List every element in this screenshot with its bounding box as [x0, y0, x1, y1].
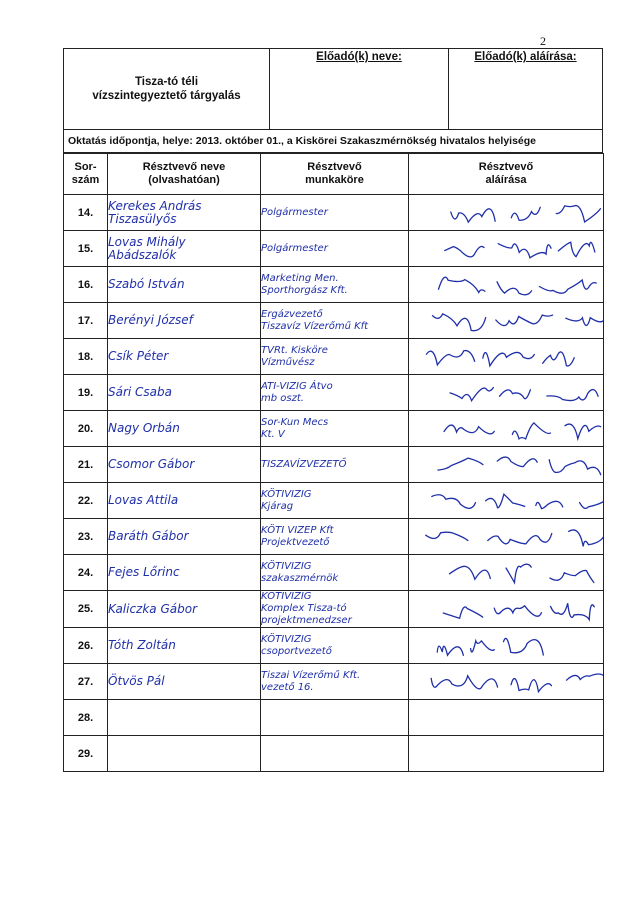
participant-role-line: KÖTI VIZEP Kft [261, 524, 334, 536]
participant-signature [409, 339, 604, 375]
participant-role-line: Kjárag [261, 500, 294, 512]
participant-role [261, 591, 409, 628]
participant-name [108, 483, 261, 519]
participant-signature [409, 664, 604, 700]
participant-name-line: Tóth Zoltán [108, 638, 176, 652]
signature-stroke [438, 457, 601, 475]
signature-scribble [409, 483, 603, 518]
participant-name-line: Berényi József [108, 313, 193, 327]
participant-role [261, 231, 409, 267]
participant-role-line: KÖTIVIZIG [261, 560, 312, 572]
participant-role [261, 519, 409, 555]
row-number: 29. [64, 736, 108, 772]
participant-signature [409, 303, 604, 339]
signature-scribble [409, 375, 603, 410]
table-row [64, 339, 604, 375]
participant-role-line: Vízművész [261, 356, 315, 368]
participant-signature [409, 628, 604, 664]
signature-stroke [450, 388, 598, 401]
table-row [64, 267, 604, 303]
participant-role-line: KÖTIVIZIG [261, 488, 312, 500]
signature-scribble [409, 411, 603, 446]
row-number: 17. [64, 303, 108, 339]
header-line: Sor- [74, 161, 97, 173]
participant-signature [409, 447, 604, 483]
table-row [64, 519, 604, 555]
presenter-signature-cell [448, 48, 603, 130]
participant-name-line: Nagy Orbán [108, 421, 180, 435]
signature-scribble [409, 664, 603, 699]
signature-stroke [426, 351, 574, 366]
row-number: 26. [64, 628, 108, 664]
signature-stroke [432, 494, 603, 509]
signature-scribble [409, 447, 603, 482]
header-line: munkaköre [305, 174, 364, 186]
header-line: Résztvevő [307, 161, 362, 173]
row-number: 27. [64, 664, 108, 700]
participant-name [108, 591, 261, 628]
participant-signature [409, 483, 604, 519]
participant-signature [409, 375, 604, 411]
row-number: 15. [64, 231, 108, 267]
participant-name [108, 736, 261, 772]
participant-signature [409, 267, 604, 303]
participant-role [261, 375, 409, 411]
signature-scribble [409, 555, 603, 590]
table-row [64, 231, 604, 267]
row-number: 24. [64, 555, 108, 591]
signature-stroke [437, 638, 543, 655]
row-number: 16. [64, 267, 108, 303]
header-line: aláírása [485, 174, 527, 186]
participant-name [108, 664, 261, 700]
participant-signature [409, 411, 604, 447]
signature-stroke [426, 530, 603, 546]
table-row [64, 555, 604, 591]
header-line: Résztvevő neve [142, 161, 226, 173]
table-header-row [64, 154, 604, 195]
row-number: 19. [64, 375, 108, 411]
meeting-title: Tisza-tó téli vízszintegyeztető tárgyalás [92, 76, 241, 102]
presenter-name-cell [269, 48, 449, 130]
signature-scribble [409, 591, 603, 627]
row-number: 25. [64, 591, 108, 628]
participant-signature [409, 700, 604, 736]
participant-name-line: Kaliczka Gábor [108, 601, 198, 616]
participant-role-line: Ergázvezető [261, 308, 323, 320]
table-row [64, 483, 604, 519]
signature-stroke [439, 277, 597, 295]
participant-role-line: TVRt. Kisköre [261, 344, 328, 356]
signature-scribble [409, 628, 603, 663]
participant-role [261, 664, 409, 700]
participant-signature [409, 555, 604, 591]
signature-stroke [449, 564, 593, 582]
participant-name-line: Sári Csaba [108, 385, 173, 399]
participant-name-line: Kerekes András [108, 198, 202, 213]
participant-role-line: Sor-Kun Mecs [261, 416, 329, 428]
participant-name-line: Ötvös Pál [108, 674, 165, 688]
participant-name-line: Tiszasülyős [108, 211, 177, 226]
participant-signature [409, 231, 604, 267]
participant-role [261, 555, 409, 591]
participant-role-line: Projektvezető [261, 536, 330, 548]
participant-role-line: Sporthorgász Kft. [261, 284, 348, 296]
signature-stroke [431, 674, 603, 692]
participant-role [261, 195, 409, 231]
participant-name-line: Lovas Attila [108, 493, 179, 507]
participant-signature [409, 736, 604, 772]
signature-scribble [409, 303, 603, 338]
row-number: 22. [64, 483, 108, 519]
participant-name-line: Szabó István [108, 277, 185, 291]
participant-role [261, 447, 409, 483]
participant-role [261, 483, 409, 519]
participant-name [108, 555, 261, 591]
table-row [64, 375, 604, 411]
participant-role-line: Tiszai Vízerőmű Kft. [261, 669, 361, 681]
participant-name [108, 628, 261, 664]
signature-scribble [409, 519, 603, 554]
col-header-signature [409, 154, 604, 195]
col-header-role [261, 154, 409, 195]
participant-name [108, 411, 261, 447]
table-row [64, 411, 604, 447]
participant-role-line: Marketing Men. [261, 272, 339, 284]
participant-role-line: TISZAVÍZVEZETŐ [261, 458, 347, 470]
participant-role-line: mb oszt. [261, 392, 304, 404]
participant-role-line: KÖTIVIZIG [261, 633, 312, 645]
participant-name [108, 339, 261, 375]
participant-role [261, 628, 409, 664]
page-number: 2 [540, 34, 546, 48]
participant-signature [409, 195, 604, 231]
participant-role [261, 736, 409, 772]
row-number: 23. [64, 519, 108, 555]
col-header-number [64, 154, 108, 195]
participant-name [108, 195, 261, 231]
participant-name-line: Csomor Gábor [108, 457, 195, 471]
participant-name-line: Abádszalók [108, 247, 177, 262]
col-header-name [108, 154, 261, 195]
row-number: 21. [64, 447, 108, 483]
signature-scribble [409, 195, 603, 230]
row-number: 20. [64, 411, 108, 447]
signature-stroke [444, 423, 601, 439]
signature-stroke [432, 314, 603, 331]
participant-role-line: Komplex Tisza-tó [261, 603, 347, 614]
signature-scribble [409, 267, 603, 302]
participant-role-line: projektmenedzser [261, 615, 352, 626]
participant-name [108, 700, 261, 736]
row-number: 14. [64, 195, 108, 231]
table-row [64, 591, 604, 628]
table-row [64, 700, 604, 736]
participant-role-line: KÖTIVIZIG [261, 591, 312, 602]
participant-role-line: Polgármester [261, 242, 328, 254]
participant-role [261, 303, 409, 339]
header-line: szám [71, 174, 100, 186]
participant-role-line: Kt. V [261, 428, 285, 440]
presenter-signature-label: Előadó(k) aláírása: [474, 51, 577, 63]
participant-role-line: Tiszavíz Vízerőmű Kft [261, 320, 369, 332]
attendance-table [63, 153, 604, 772]
row-number: 18. [64, 339, 108, 375]
participant-name [108, 267, 261, 303]
participant-name [108, 375, 261, 411]
participant-role-line: szakaszmérnök [261, 572, 339, 584]
table-row [64, 447, 604, 483]
participant-name-line: Baráth Gábor [108, 529, 189, 543]
signature-scribble [409, 231, 603, 266]
participant-role-line: Polgármester [261, 206, 328, 218]
table-row [64, 736, 604, 772]
participant-name-line: Lovas Mihály [108, 234, 186, 249]
participant-name-line: Fejes Lőrinc [108, 565, 180, 579]
meeting-title-cell [63, 48, 270, 130]
signature-stroke [443, 603, 594, 619]
participant-role [261, 411, 409, 447]
participant-role-line: csoportvezető [261, 645, 332, 657]
table-row [64, 195, 604, 231]
participant-role-line: vezető 16. [261, 681, 314, 693]
header-line: Résztvevő [478, 161, 534, 173]
session-info: Oktatás időpontja, helye: 2013. október 01., a Kiskörei Szakaszmérnökség hivatalos helyisége [63, 129, 603, 153]
participant-role-line: ATI-VIZIG Átvo [261, 380, 333, 392]
table-row [64, 303, 604, 339]
header-line: (olvashatóan) [148, 174, 220, 186]
participant-signature [409, 519, 604, 555]
participant-name-line: Csík Péter [108, 349, 169, 363]
table-row [64, 628, 604, 664]
participant-name [108, 447, 261, 483]
participant-name [108, 519, 261, 555]
participant-role [261, 267, 409, 303]
signature-stroke [451, 206, 601, 223]
signature-stroke [445, 242, 595, 258]
row-number: 28. [64, 700, 108, 736]
participant-role [261, 700, 409, 736]
presenter-name-label: Előadó(k) neve: [316, 51, 402, 63]
table-row [64, 664, 604, 700]
participant-role [261, 339, 409, 375]
participant-name [108, 231, 261, 267]
participant-name [108, 303, 261, 339]
signature-scribble [409, 339, 603, 374]
participant-signature [409, 591, 604, 628]
